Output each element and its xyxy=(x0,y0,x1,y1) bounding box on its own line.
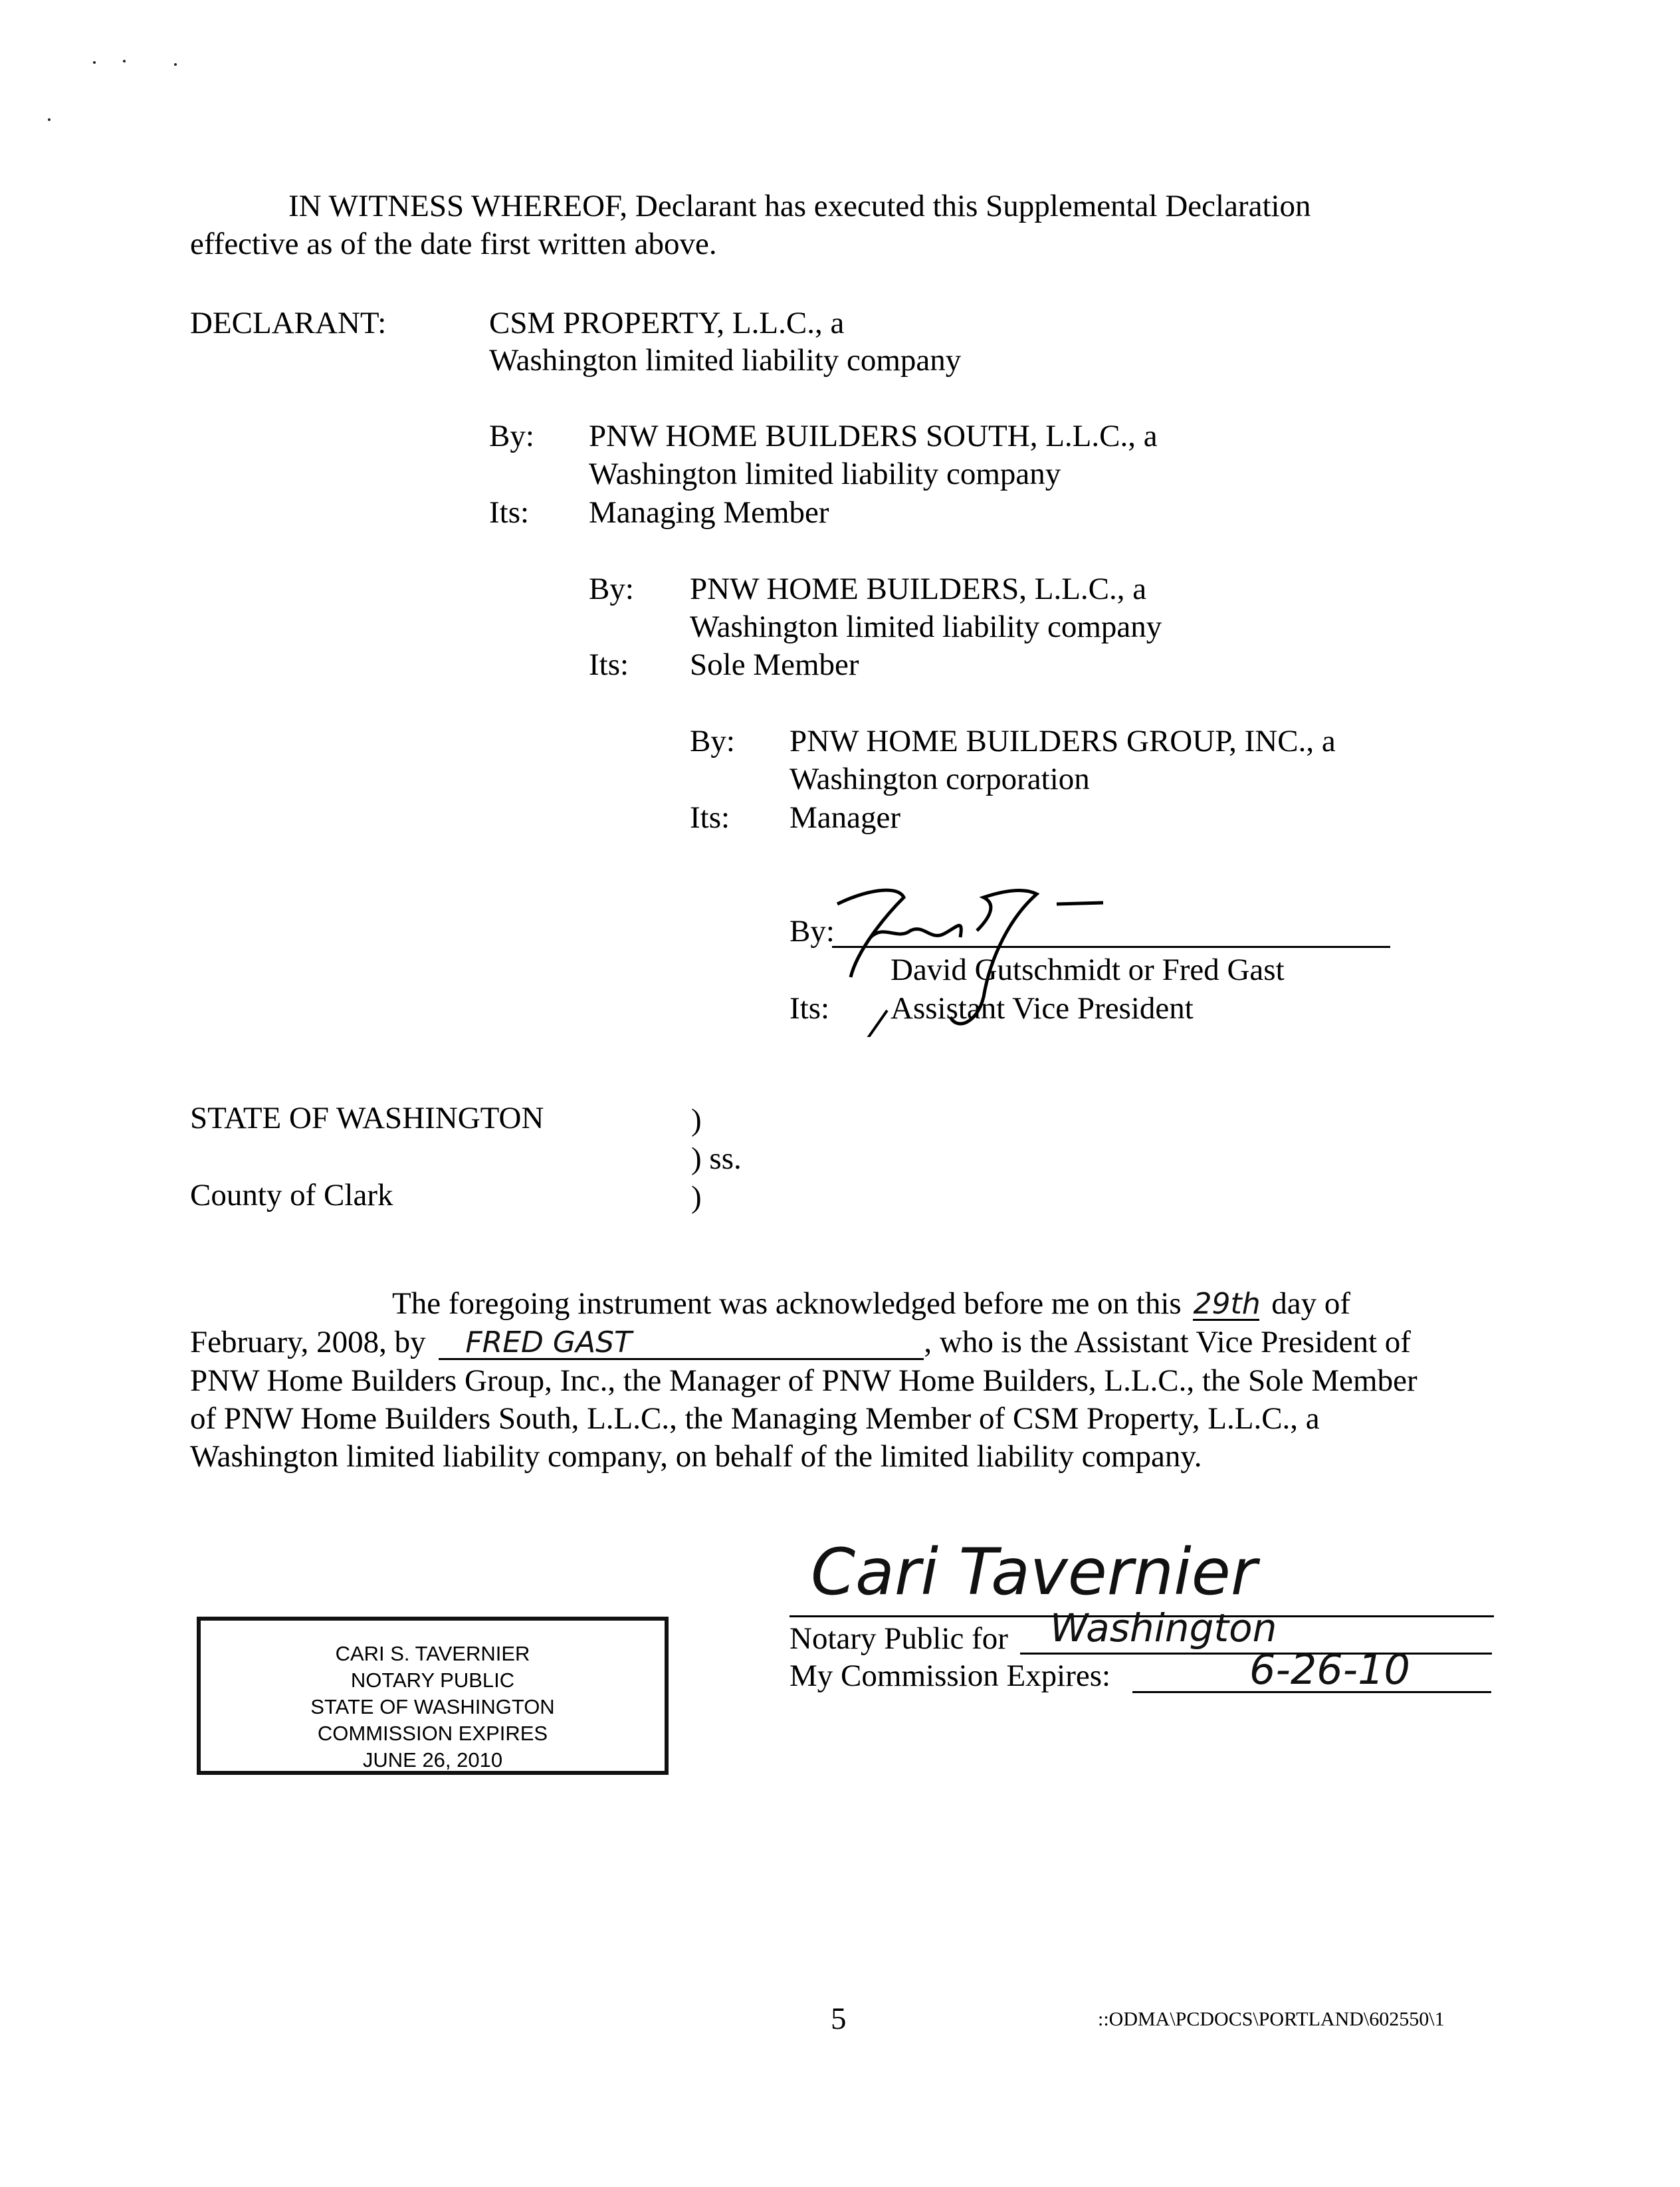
ack-line-2-pre: February, 2008, by xyxy=(190,1325,426,1359)
document-path: ::ODMA\PCDOCS\PORTLAND\602550\1 xyxy=(1098,2008,1445,2030)
signatory-name: David Gutschmidt or Fred Gast xyxy=(891,953,1285,987)
level1-its-value: Managing Member xyxy=(589,495,829,530)
level3-entity-line-1: PNW HOME BUILDERS GROUP, INC., a xyxy=(789,724,1336,758)
stamp-line-5: JUNE 26, 2010 xyxy=(362,1748,503,1772)
level2-entity-line-1: PNW HOME BUILDERS, L.L.C., a xyxy=(690,572,1147,606)
witness-line-1: IN WITNESS WHEREOF, Declarant has executed this Supplemental Declaration xyxy=(288,189,1311,223)
venue-paren-3: ) xyxy=(691,1180,702,1214)
level3-its-value: Manager xyxy=(789,800,901,835)
venue-paren-2: ) ss. xyxy=(691,1141,742,1176)
level2-its-value: Sole Member xyxy=(690,647,859,682)
ack-line-2-post: , who is the Assistant Vice President of xyxy=(924,1325,1411,1359)
ack-line-2 xyxy=(190,1323,1411,1361)
ack-line-3: PNW Home Builders Group, Inc., the Manager of PNW Home Builders, L.L.C., the Sole Member xyxy=(190,1363,1418,1398)
venue-county: County of Clark xyxy=(190,1178,393,1212)
signatory-title: Assistant Vice President xyxy=(891,991,1194,1026)
ack-name-handwritten: FRED GAST xyxy=(439,1327,924,1360)
venue-paren-1: ) xyxy=(691,1103,702,1137)
ack-line-1-post: day of xyxy=(1271,1286,1350,1321)
signatory-by-label: By: xyxy=(789,914,835,949)
ack-line-4: of PNW Home Builders South, L.L.C., the Managing Member of CSM Property, L.L.C., a xyxy=(190,1401,1320,1436)
level1-by-label: By: xyxy=(489,419,534,453)
level2-by-label: By: xyxy=(589,572,634,606)
level1-entity-line-2: Washington limited liability company xyxy=(589,457,1061,491)
ack-day-handwritten: 29th xyxy=(1193,1287,1261,1321)
notary-stamp xyxy=(197,1617,669,1775)
level1-entity-line-1: PNW HOME BUILDERS SOUTH, L.L.C., a xyxy=(589,419,1158,453)
witness-line-2: effective as of the date first written above. xyxy=(190,227,717,261)
notary-expires-label: My Commission Expires: xyxy=(789,1659,1111,1693)
level2-its-label: Its: xyxy=(589,647,629,682)
signatory-its-label: Its: xyxy=(789,991,830,1026)
stamp-line-1: CARI S. TAVERNIER xyxy=(335,1642,530,1665)
level3-its-label: Its: xyxy=(690,800,730,835)
declarant-label: DECLARANT: xyxy=(190,306,387,340)
declarant-company-line-2: Washington limited liability company xyxy=(489,343,962,378)
level1-its-label: Its: xyxy=(489,495,530,530)
ack-line-1-pre: The foregoing instrument was acknowledged before me on this xyxy=(392,1286,1182,1321)
stamp-line-3: STATE OF WASHINGTON xyxy=(310,1695,555,1718)
notary-expires-value: 6-26-10 xyxy=(1249,1645,1410,1694)
notary-signature: Cari Tavernier xyxy=(811,1535,1257,1609)
ack-line-1 xyxy=(392,1284,1350,1323)
stamp-line-2: NOTARY PUBLIC xyxy=(350,1669,515,1692)
notary-public-for-label: Notary Public for xyxy=(789,1621,1008,1656)
level2-entity-line-2: Washington limited liability company xyxy=(690,610,1162,644)
level3-by-label: By: xyxy=(690,724,735,758)
declarant-company-line-1: CSM PROPERTY, L.L.C., a xyxy=(489,306,845,340)
level3-entity-line-2: Washington corporation xyxy=(789,762,1090,796)
stamp-line-4: COMMISSION EXPIRES xyxy=(317,1722,548,1745)
page-number: 5 xyxy=(831,2002,847,2036)
ack-line-5: Washington limited liability company, on behalf of the limited liability company. xyxy=(190,1439,1202,1474)
venue-state: STATE OF WASHINGTON xyxy=(190,1101,544,1135)
notary-expires-line xyxy=(1132,1691,1491,1693)
notary-public-for-value: Washington xyxy=(1050,1605,1277,1651)
